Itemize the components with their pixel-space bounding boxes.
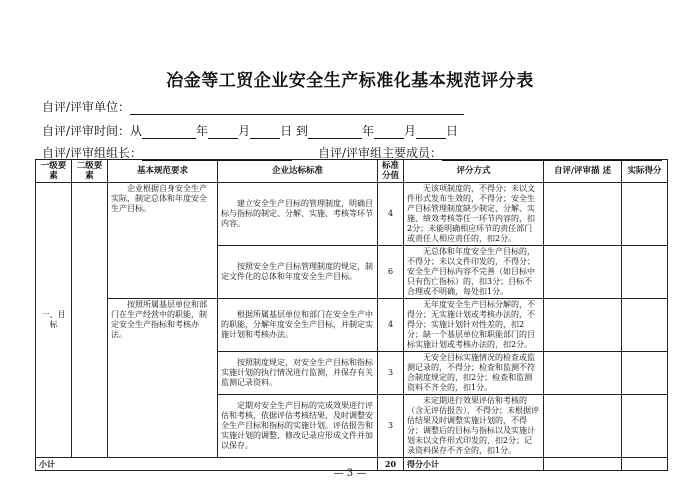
method-cell: 无年度安全生产目标分解的，不得分；无实施计划或考核办法的，不得分；实施计划针对性差的，扣2分；缺一个基层单位和职能部门的目标实施计划或考核办法的，扣2分。	[404, 299, 544, 352]
header-level2: 二级要素	[72, 160, 108, 183]
actual-score-cell[interactable]	[622, 183, 668, 246]
score-cell: 4	[378, 299, 404, 352]
subtotal-label: 小计	[36, 458, 378, 471]
unit-label: 自评/评审单位：	[42, 100, 131, 114]
level1-cell: 一、目标	[36, 183, 72, 458]
header-score: 标准分值	[378, 160, 404, 183]
from-day-label: 日	[280, 124, 293, 138]
self-desc-cell[interactable]	[544, 352, 622, 395]
to-month-label: 月	[403, 124, 416, 138]
time-to-label: 到	[295, 124, 308, 138]
header-self-desc: 自评/评审描 述	[544, 160, 622, 183]
basic-cell: 企业根据自身安全生产实际，制定总体和年度安全生产目标。	[108, 183, 218, 299]
self-desc-cell[interactable]	[544, 183, 622, 246]
method-cell: 无该项制度的，不得分；未以文件形式发布生效的，不得分；安全生产目标管理制度缺少制定、分解、实施、绩效考核等任一环节内容的，扣2分；未能明确相应环节的责任部门或责任人相应责任的，扣2分。	[404, 183, 544, 246]
leader-label: 自评/评审组组长：	[42, 146, 143, 160]
table-header-row	[36, 160, 668, 183]
page-number: — 3 —	[333, 468, 367, 479]
method-cell: 无总体和年度安全生产目标的，不得分；未以文件印发的，不得分；安全生产目标内容不完善（如目标中只有伤亡指标）的，扣3分；目标不合理或不明确，每处扣1分。	[404, 246, 544, 299]
header-standard: 企业达标标准	[218, 160, 378, 183]
basic-cell: 按照所属基层单位和部门在生产经营中的职能，制定安全生产指标和考核办法。	[108, 299, 218, 458]
standard-cell: 定期对安全生产目标的完成效果进行评估和考核，依据评估考核结果，及时调整安全生产目标和指标的实施计划。评估报告和实施计划的调整、修改记录应形成文件并加以保存。	[218, 395, 378, 458]
unit-blank[interactable]	[130, 101, 464, 115]
actual-score-cell[interactable]	[622, 395, 668, 458]
actual-score-cell[interactable]	[622, 352, 668, 395]
header-actual: 实际得分	[622, 160, 668, 183]
from-year-blank[interactable]	[142, 125, 196, 139]
score-cell: 4	[378, 183, 404, 246]
self-desc-cell[interactable]	[544, 395, 622, 458]
level2-cell	[72, 183, 108, 458]
to-month-blank[interactable]	[374, 125, 404, 139]
score-cell: 6	[378, 246, 404, 299]
time-line	[42, 122, 458, 139]
unit-line	[42, 98, 464, 115]
time-from-label: 自评/评审时间：从	[42, 124, 143, 138]
table-row	[36, 183, 668, 246]
standard-cell: 按照制度规定，对安全生产目标和指标实施计划的执行情况进行监测，并保存有关监测记录资料。	[218, 352, 378, 395]
subtotal-method: 得分小计	[404, 458, 544, 471]
from-month-blank[interactable]	[208, 125, 238, 139]
header-level1: 一级要素	[36, 160, 72, 183]
from-year-label: 年	[196, 124, 209, 138]
method-cell: 未定期进行效果评估和考核的（含无评估报告），不得分；未根据评估结果及时调整实施计划的，不得分；调整后的目标与指标以及实施计划未以文件形式印发的，扣2分；记录资料保存不齐全的，扣1分。	[404, 395, 544, 458]
score-cell: 3	[378, 352, 404, 395]
method-cell: 无安全目标实施情况的检查或监测记录的，不得分；检查和监测不符合制度规定的，扣2分；检查和监测资料不齐全的，扣1分。	[404, 352, 544, 395]
header-method: 评分方式	[404, 160, 544, 183]
members-label: 自评/评审组主要成员：	[318, 146, 443, 160]
self-desc-cell[interactable]	[544, 246, 622, 299]
actual-score-cell[interactable]	[622, 299, 668, 352]
page-title: 冶金等工贸企业安全生产标准化基本规范评分表	[166, 71, 534, 91]
standard-cell: 根据所属基层单位和部门在安全生产中的职能，分解年度安全生产目标，并制定实施计划和考核办法。	[218, 299, 378, 352]
standard-cell: 按照安全生产目标管理制度的规定，制定文件化的总体和年度安全生产目标。	[218, 246, 378, 299]
self-desc-cell[interactable]	[544, 299, 622, 352]
from-month-label: 月	[238, 124, 251, 138]
score-cell: 3	[378, 395, 404, 458]
to-day-blank[interactable]	[416, 125, 446, 139]
actual-score-cell[interactable]	[622, 246, 668, 299]
score-table	[35, 159, 668, 471]
to-day-label: 日	[445, 124, 458, 138]
header-basic: 基本规范要求	[108, 160, 218, 183]
subtotal-score: 20	[378, 458, 404, 471]
to-year-blank[interactable]	[308, 125, 362, 139]
standard-cell: 建立安全生产目标的管理制度，明确目标与指标的制定、分解、实施、考核等环节内容。	[218, 183, 378, 246]
from-day-blank[interactable]	[250, 125, 280, 139]
to-year-label: 年	[361, 124, 374, 138]
table-row	[36, 299, 668, 352]
